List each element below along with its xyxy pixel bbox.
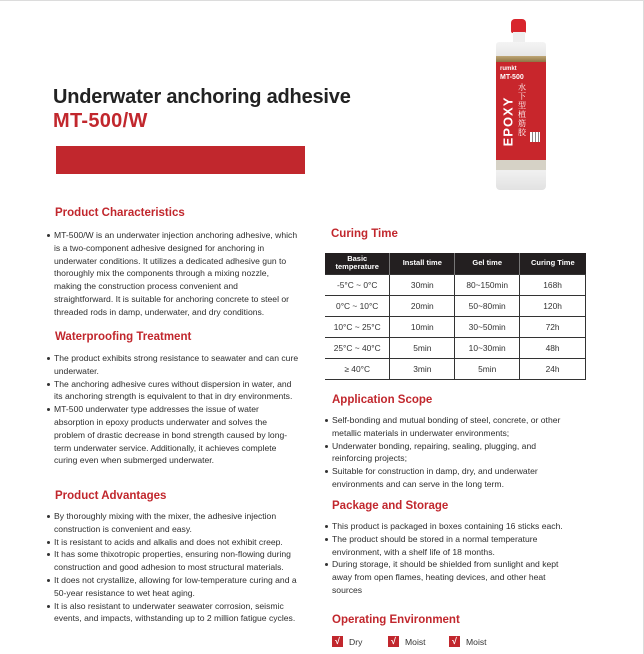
- cartridge-cap: [511, 19, 526, 33]
- env-item-dry: [332, 636, 362, 647]
- product-image: [486, 14, 558, 194]
- column-header: Curing Time: [520, 253, 586, 274]
- heading-application-scope: Application Scope: [332, 394, 433, 406]
- waterproofing-list: [47, 352, 299, 467]
- table-cell: 72h: [520, 316, 586, 337]
- list-item: Suitable for construction in damp, dry, and underwater environments and can serve in the long term.: [325, 465, 565, 491]
- list-item: It does not crystallize, allowing for low-temperature curing and a 50-year resistance to wet heat aging.: [47, 574, 299, 600]
- table-row: [325, 337, 586, 358]
- cartridge-neck: [513, 32, 525, 42]
- checkmark-icon: √: [332, 636, 343, 647]
- column-header: Basic temperature: [325, 253, 390, 274]
- table-cell: 24h: [520, 358, 586, 379]
- table-cell: 168h: [520, 274, 586, 295]
- table-row: [325, 316, 586, 337]
- table-row: [325, 274, 586, 295]
- table-cell: 10°C ~ 25°C: [325, 316, 390, 337]
- table-header-row: [325, 253, 586, 274]
- env-label: Moist: [466, 636, 487, 647]
- cartridge-base: [496, 170, 546, 190]
- page-title: Underwater anchoring adhesive: [53, 86, 351, 108]
- cartridge-footer: [496, 160, 546, 170]
- table-cell: 20min: [390, 295, 455, 316]
- list-item: MT-500 underwater type addresses the issue of water absorption in epoxy products underwater and solves the problem of drastic decrease in bond strength caused by long-term underwater service. Additionally, it achieves complete curing even when submerged underwater.: [47, 403, 299, 467]
- env-item-moist: [388, 636, 426, 647]
- table-cell: ≥ 40°C: [325, 358, 390, 379]
- application-list: [325, 414, 565, 491]
- curing-time-table: [325, 253, 586, 380]
- product-model: MT-500/W: [53, 110, 148, 132]
- table-cell: 25°C ~ 40°C: [325, 337, 390, 358]
- table-row: [325, 358, 586, 379]
- heading-package-storage: Package and Storage: [332, 500, 449, 512]
- heading-waterproofing: Waterproofing Treatment: [55, 331, 192, 343]
- list-item: The product exhibits strong resistance to seawater and can cure underwater.: [47, 352, 299, 378]
- list-item: Underwater bonding, repairing, sealing, plugging, and reinforcing projects;: [325, 440, 565, 466]
- list-item: This product is packaged in boxes containing 16 sticks each.: [325, 520, 575, 533]
- qr-code-icon: [530, 132, 540, 142]
- package-list: [325, 520, 575, 597]
- column-header: Gel time: [455, 253, 520, 274]
- table-cell: 48h: [520, 337, 586, 358]
- list-item: It is resistant to acids and alkalis and does not exhibit creep.: [47, 536, 299, 549]
- list-item: The anchoring adhesive cures without dispersion in water, and its anchoring strength is equivalent to that in dry environments.: [47, 378, 299, 404]
- cartridge-label: [496, 62, 546, 160]
- list-item: The product should be stored in a normal temperature environment, with a shelf life of 18 months.: [325, 533, 575, 559]
- table-cell: 10min: [390, 316, 455, 337]
- env-label: Moist: [405, 636, 426, 647]
- table-cell: 120h: [520, 295, 586, 316]
- heading-operating-environment: Operating Environment: [332, 614, 460, 626]
- list-item: During storage, it should be shielded from sunlight and kept away from open flames, heating devices, and other heat sources: [325, 558, 575, 596]
- checkmark-icon: √: [388, 636, 399, 647]
- label-model: MT-500: [500, 74, 524, 81]
- list-item: It has some thixotropic properties, ensuring non-flowing during construction and good adhesion to most structural materials.: [47, 548, 299, 574]
- table-cell: 50~80min: [455, 295, 520, 316]
- label-epoxy: EPOXY: [500, 96, 516, 147]
- label-chinese: 水下型植筋胶: [518, 83, 526, 137]
- label-brand: rumkt: [500, 66, 517, 72]
- heading-advantages: Product Advantages: [55, 490, 167, 502]
- list-item: MT-500/W is an underwater injection anchoring adhesive, which is a two-component adhesive designed for anchoring in underwater conditions. It utilizes a dedicated adhesive gun to thoroughly mix the components through a mixing nozzle, making the construction process convenient and straightforward. It is suitable for anchoring concrete to steel or threaded rods in damp, underwater, and dry conditions.: [47, 229, 299, 319]
- list-item: It is also resistant to underwater seawater corrosion, seismic events, and impacts, withstanding up to 2 million fatigue cycles.: [47, 600, 299, 626]
- table-cell: 30~50min: [455, 316, 520, 337]
- table-cell: 3min: [390, 358, 455, 379]
- table-cell: 5min: [455, 358, 520, 379]
- env-item-moist-2: [449, 636, 487, 647]
- table-cell: 80~150min: [455, 274, 520, 295]
- table-cell: 0°C ~ 10°C: [325, 295, 390, 316]
- table-cell: 30min: [390, 274, 455, 295]
- heading-characteristics: Product Characteristics: [55, 207, 185, 219]
- column-header: Install time: [390, 253, 455, 274]
- advantages-list: [47, 510, 299, 625]
- table-cell: -5°C ~ 0°C: [325, 274, 390, 295]
- characteristics-list: [47, 229, 299, 319]
- checkmark-icon: √: [449, 636, 460, 647]
- table-cell: 5min: [390, 337, 455, 358]
- env-label: Dry: [349, 636, 363, 647]
- table-cell: 10~30min: [455, 337, 520, 358]
- list-item: By thoroughly mixing with the mixer, the adhesive injection construction is convenient and easy.: [47, 510, 299, 536]
- list-item: Self-bonding and mutual bonding of steel, concrete, or other metallic materials in underwater environments;: [325, 414, 565, 440]
- table-row: [325, 295, 586, 316]
- heading-curing-time: Curing Time: [331, 228, 398, 240]
- accent-bar: [56, 146, 305, 174]
